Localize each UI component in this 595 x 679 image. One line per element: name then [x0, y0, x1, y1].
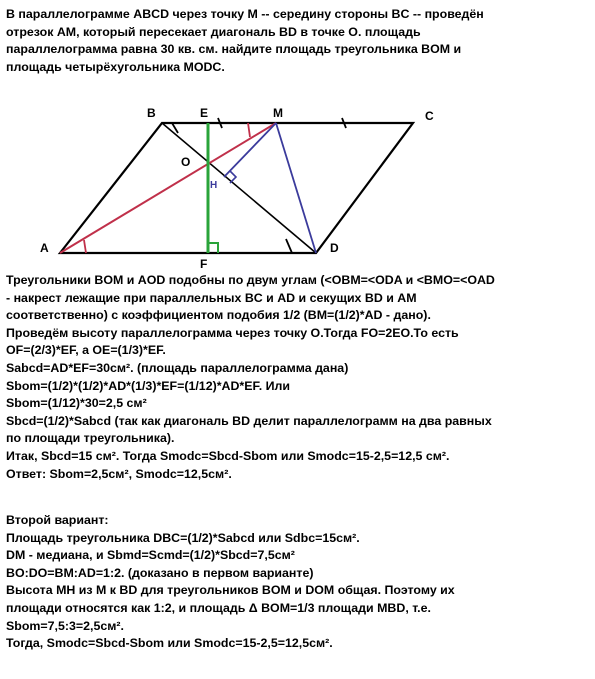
label-h: H	[210, 180, 218, 191]
label-d: D	[330, 241, 339, 255]
angle-mark-m	[248, 123, 250, 137]
label-o: O	[181, 155, 191, 169]
label-f: F	[200, 257, 208, 271]
label-a: A	[40, 241, 49, 255]
label-m: M	[273, 106, 283, 120]
solution-first-variant: Треугольники BOM и AOD подобны по двум углам (<OBM=<ODA и <BMO=<OAD - накрест лежащие при параллельных BC и AD и секущих BD и AM соответственно) с коэффициентом подобия 1/2 (BM=(1/2)*AD - дано). Проведём высоту параллелограмма через точку O.Тогда FO=2EO.То есть OF=(2/3)*EF, а OE=(1/3)*EF. Sabcd=AD*EF=30см². (площадь параллелограмма дана) Sbom=(1/2)*(1/2)*AD*(1/3)*EF=(1/12)*AD*EF. Или Sbom=(1/12)*30=2,5 см² Sbcd=(1/2)*Sabcd (так как диагональ BD делит параллелограмм на два равных по площади треугольника). Итак, Sbcd=15 см². Тогда Smodc=Sbcd-Sbom или Smodc=15-2,5=12,5 см². Ответ: Sbom=2,5см², Smodc=12,5см².	[6, 273, 495, 481]
angle-mark-a	[84, 240, 86, 253]
solution-second-variant: Второй вариант: Площадь треугольника DBC=(1/2)*Sabcd или Sdbc=15см². DM - медиана, и Sbmd=Scmd=(1/2)*Sbcd=7,5см² BO:DO=BM:AD=1:2. (доказано в первом варианте) Высота MH из M к BD для треугольников BOM и DOM общая. Поэтому их площади относятся как 1:2, и площадь Δ BOM=1/3 площади MBD, т.е. Sbom=7,5:3=2,5см². Тогда, Smodc=Sbcd-Sbom или Smodc=15-2,5=12,5см².	[6, 513, 455, 651]
label-e: E	[200, 106, 209, 120]
diagonal-bd	[162, 123, 316, 253]
right-angle-h	[230, 171, 236, 183]
segment-md	[276, 123, 316, 253]
label-c: C	[425, 109, 434, 123]
parallelogram-abcd	[60, 123, 413, 253]
segment-am	[60, 123, 276, 253]
label-b: B	[147, 106, 156, 120]
problem-statement: В параллелограмме ABCD через точку M -- середину стороны BC -- проведён отрезок AM, который пересекает диагональ BD в точке O. площадь параллелограмма равна 30 кв. см. найдите площадь треугольника BOM и площадь четырёхугольника MODC.	[6, 7, 484, 74]
angle-mark-d	[286, 239, 292, 253]
